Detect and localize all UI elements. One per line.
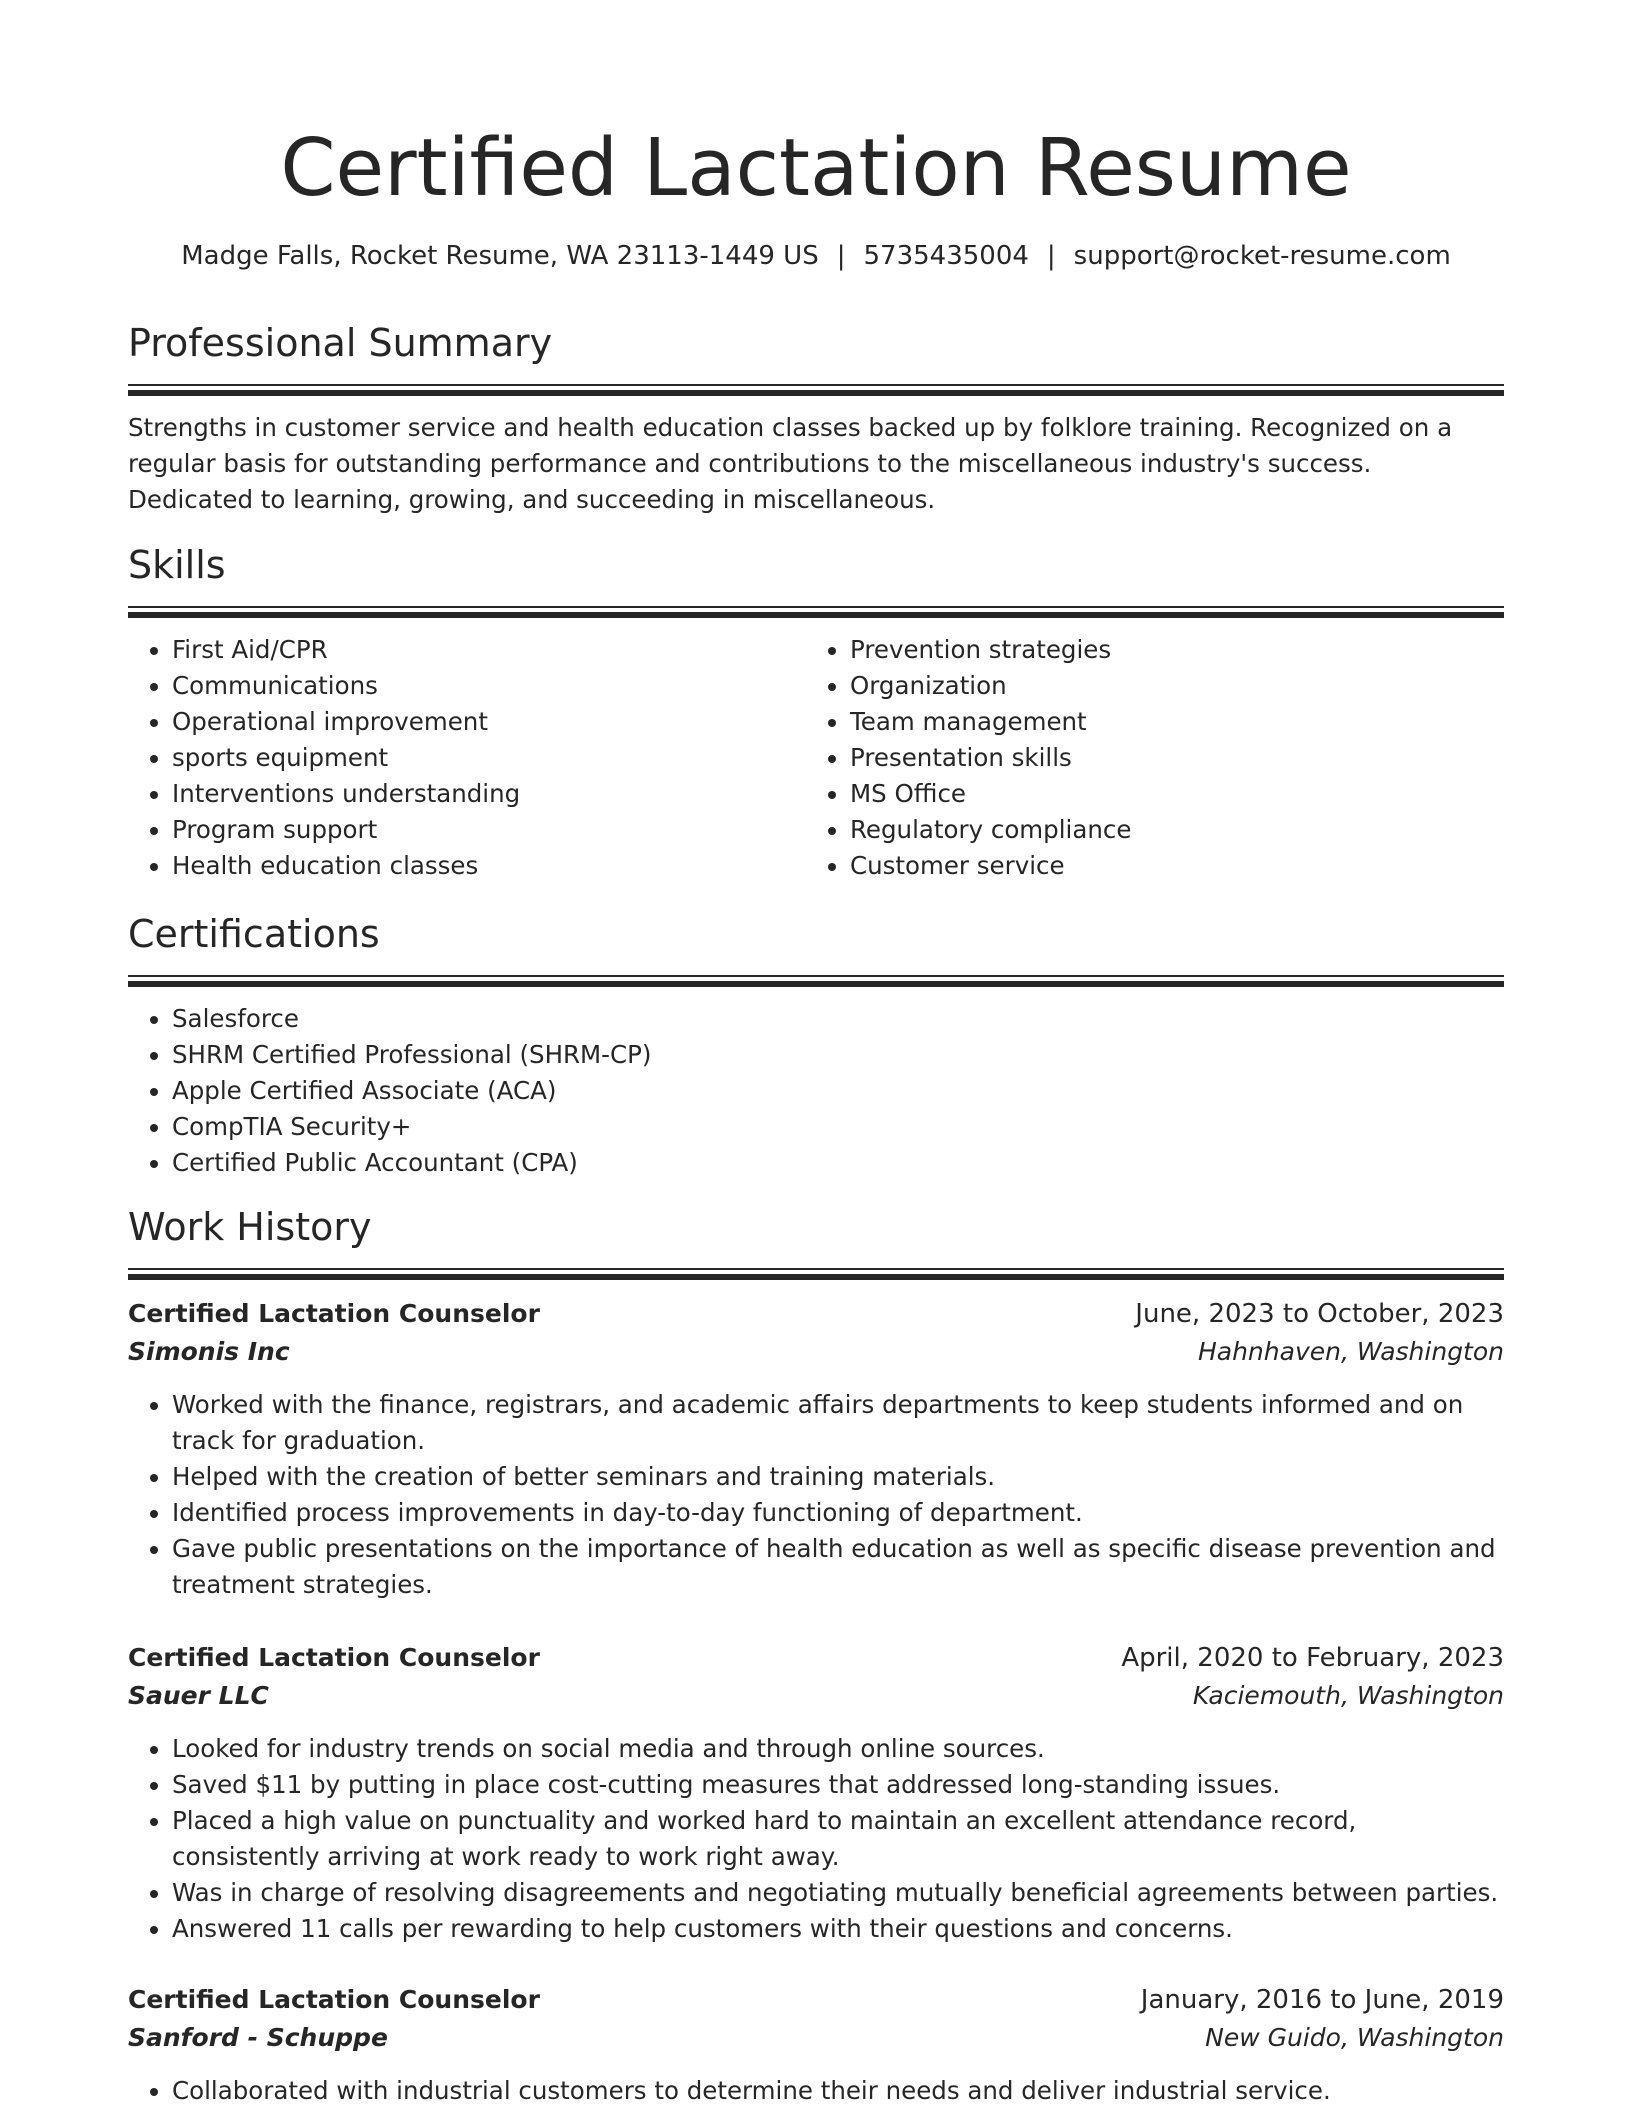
job-location: Kaciemouth, Washington xyxy=(1192,1681,1504,1710)
job-header-row xyxy=(128,1981,1504,2019)
job-company: Sauer LLC xyxy=(128,1681,269,1710)
job-company-row xyxy=(128,1677,1504,1715)
job-bullet: • Saved $11 by putting in place cost-cutting measures that addressed long-standing issues. xyxy=(172,1767,1504,1803)
skill-item: • Communications xyxy=(172,668,806,704)
skill-item: • Team management xyxy=(850,704,1484,740)
skill-item: • Interventions understanding xyxy=(172,776,806,812)
certification-item: • Salesforce xyxy=(172,1001,1504,1037)
skill-item: • Prevention strategies xyxy=(850,632,1484,668)
job-entry xyxy=(128,1981,1504,2109)
skills-list-left xyxy=(128,632,806,884)
certification-item: • Certified Public Accountant (CPA) xyxy=(172,1145,1504,1181)
job-bullet: • Answered 11 calls per rewarding to help customers with their questions and concerns. xyxy=(172,1911,1504,1947)
section-divider xyxy=(128,975,1504,987)
job-location: New Guido, Washington xyxy=(1205,2023,1504,2052)
work-history-section xyxy=(128,1202,1504,1280)
job-dates: January, 2016 to June, 2019 xyxy=(1140,1985,1504,2015)
job-bullet: • Looked for industry trends on social media and through online sources. xyxy=(172,1731,1504,1767)
job-title: Certified Lactation Counselor xyxy=(128,1299,540,1328)
job-header-row xyxy=(128,1639,1504,1677)
section-divider xyxy=(128,384,1504,396)
skill-item: • MS Office xyxy=(850,776,1484,812)
job-header-row xyxy=(128,1295,1504,1333)
skill-item: • Organization xyxy=(850,668,1484,704)
section-heading-work-history: Work History xyxy=(128,1205,372,1249)
skill-item: • First Aid/CPR xyxy=(172,632,806,668)
job-location: Hahnhaven, Washington xyxy=(1197,1337,1504,1366)
skills-list-right xyxy=(806,632,1484,884)
skill-item: • sports equipment xyxy=(172,740,806,776)
skill-item: • Presentation skills xyxy=(850,740,1484,776)
job-company: Simonis Inc xyxy=(128,1337,290,1366)
summary-section xyxy=(128,318,1504,518)
section-heading-skills: Skills xyxy=(128,543,226,587)
job-bullet: • Gave public presentations on the importance of health education as well as specific disease prevention and treatment strategies. xyxy=(172,1531,1504,1603)
job-entry xyxy=(128,1639,1504,1947)
contact-address: Madge Falls, Rocket Resume, WA 23113-1449 US xyxy=(181,241,819,271)
contact-separator: | xyxy=(1046,241,1056,271)
contact-phone: 5735435004 xyxy=(863,241,1029,271)
certification-item: • SHRM Certified Professional (SHRM-CP) xyxy=(172,1037,1504,1073)
job-entry xyxy=(128,1295,1504,1603)
certifications-section xyxy=(128,909,1504,1181)
skill-item: • Health education classes xyxy=(172,848,806,884)
job-title: Certified Lactation Counselor xyxy=(128,1985,540,2014)
skill-item: • Regulatory compliance xyxy=(850,812,1484,848)
job-bullet: • Worked with the finance, registrars, and academic affairs departments to keep students informed and on track for graduation. xyxy=(172,1387,1504,1459)
job-dates: June, 2023 to October, 2023 xyxy=(1135,1299,1504,1329)
skill-item: • Operational improvement xyxy=(172,704,806,740)
skill-item: • Program support xyxy=(172,812,806,848)
job-company: Sanford - Schuppe xyxy=(128,2023,388,2052)
skills-section xyxy=(128,540,1504,884)
section-divider xyxy=(128,1268,1504,1280)
skills-columns xyxy=(128,632,1504,884)
job-bullet: • Collaborated with industrial customers to determine their needs and deliver industrial service. xyxy=(172,2073,1504,2109)
contact-line xyxy=(128,236,1504,276)
section-heading-certifications: Certifications xyxy=(128,912,380,956)
job-company-row xyxy=(128,2019,1504,2057)
job-bullets xyxy=(128,2073,1504,2109)
summary-text: Strengths in customer service and health education classes backed up by folklore training. Recognized on a regular basis for outstanding performance and contributions to the miscellaneous industry's success. Dedicated to learning, growing, and succeeding in miscellaneous. xyxy=(128,413,1453,514)
job-bullet: • Placed a high value on punctuality and worked hard to maintain an excellent attendance record, consistently arriving at work ready to work right away. xyxy=(172,1803,1504,1875)
certification-item: • CompTIA Security+ xyxy=(172,1109,1504,1145)
job-company-row xyxy=(128,1333,1504,1371)
job-bullet: • Helped with the creation of better seminars and training materials. xyxy=(172,1459,1504,1495)
job-bullet: • Was in charge of resolving disagreements and negotiating mutually beneficial agreements between parties. xyxy=(172,1875,1504,1911)
job-title: Certified Lactation Counselor xyxy=(128,1643,540,1672)
certification-item: • Apple Certified Associate (ACA) xyxy=(172,1073,1504,1109)
certifications-list xyxy=(128,1001,1504,1181)
job-bullets xyxy=(128,1731,1504,1947)
section-heading-summary: Professional Summary xyxy=(128,321,553,365)
contact-email: support@rocket-resume.com xyxy=(1073,241,1451,271)
job-bullets xyxy=(128,1387,1504,1603)
job-dates: April, 2020 to February, 2023 xyxy=(1121,1643,1504,1673)
skill-item: • Customer service xyxy=(850,848,1484,884)
section-divider xyxy=(128,606,1504,618)
contact-separator: | xyxy=(836,241,846,271)
resume-title: Certified Lactation Resume xyxy=(280,122,1352,214)
job-bullet: • Identified process improvements in day-to-day functioning of department. xyxy=(172,1495,1504,1531)
